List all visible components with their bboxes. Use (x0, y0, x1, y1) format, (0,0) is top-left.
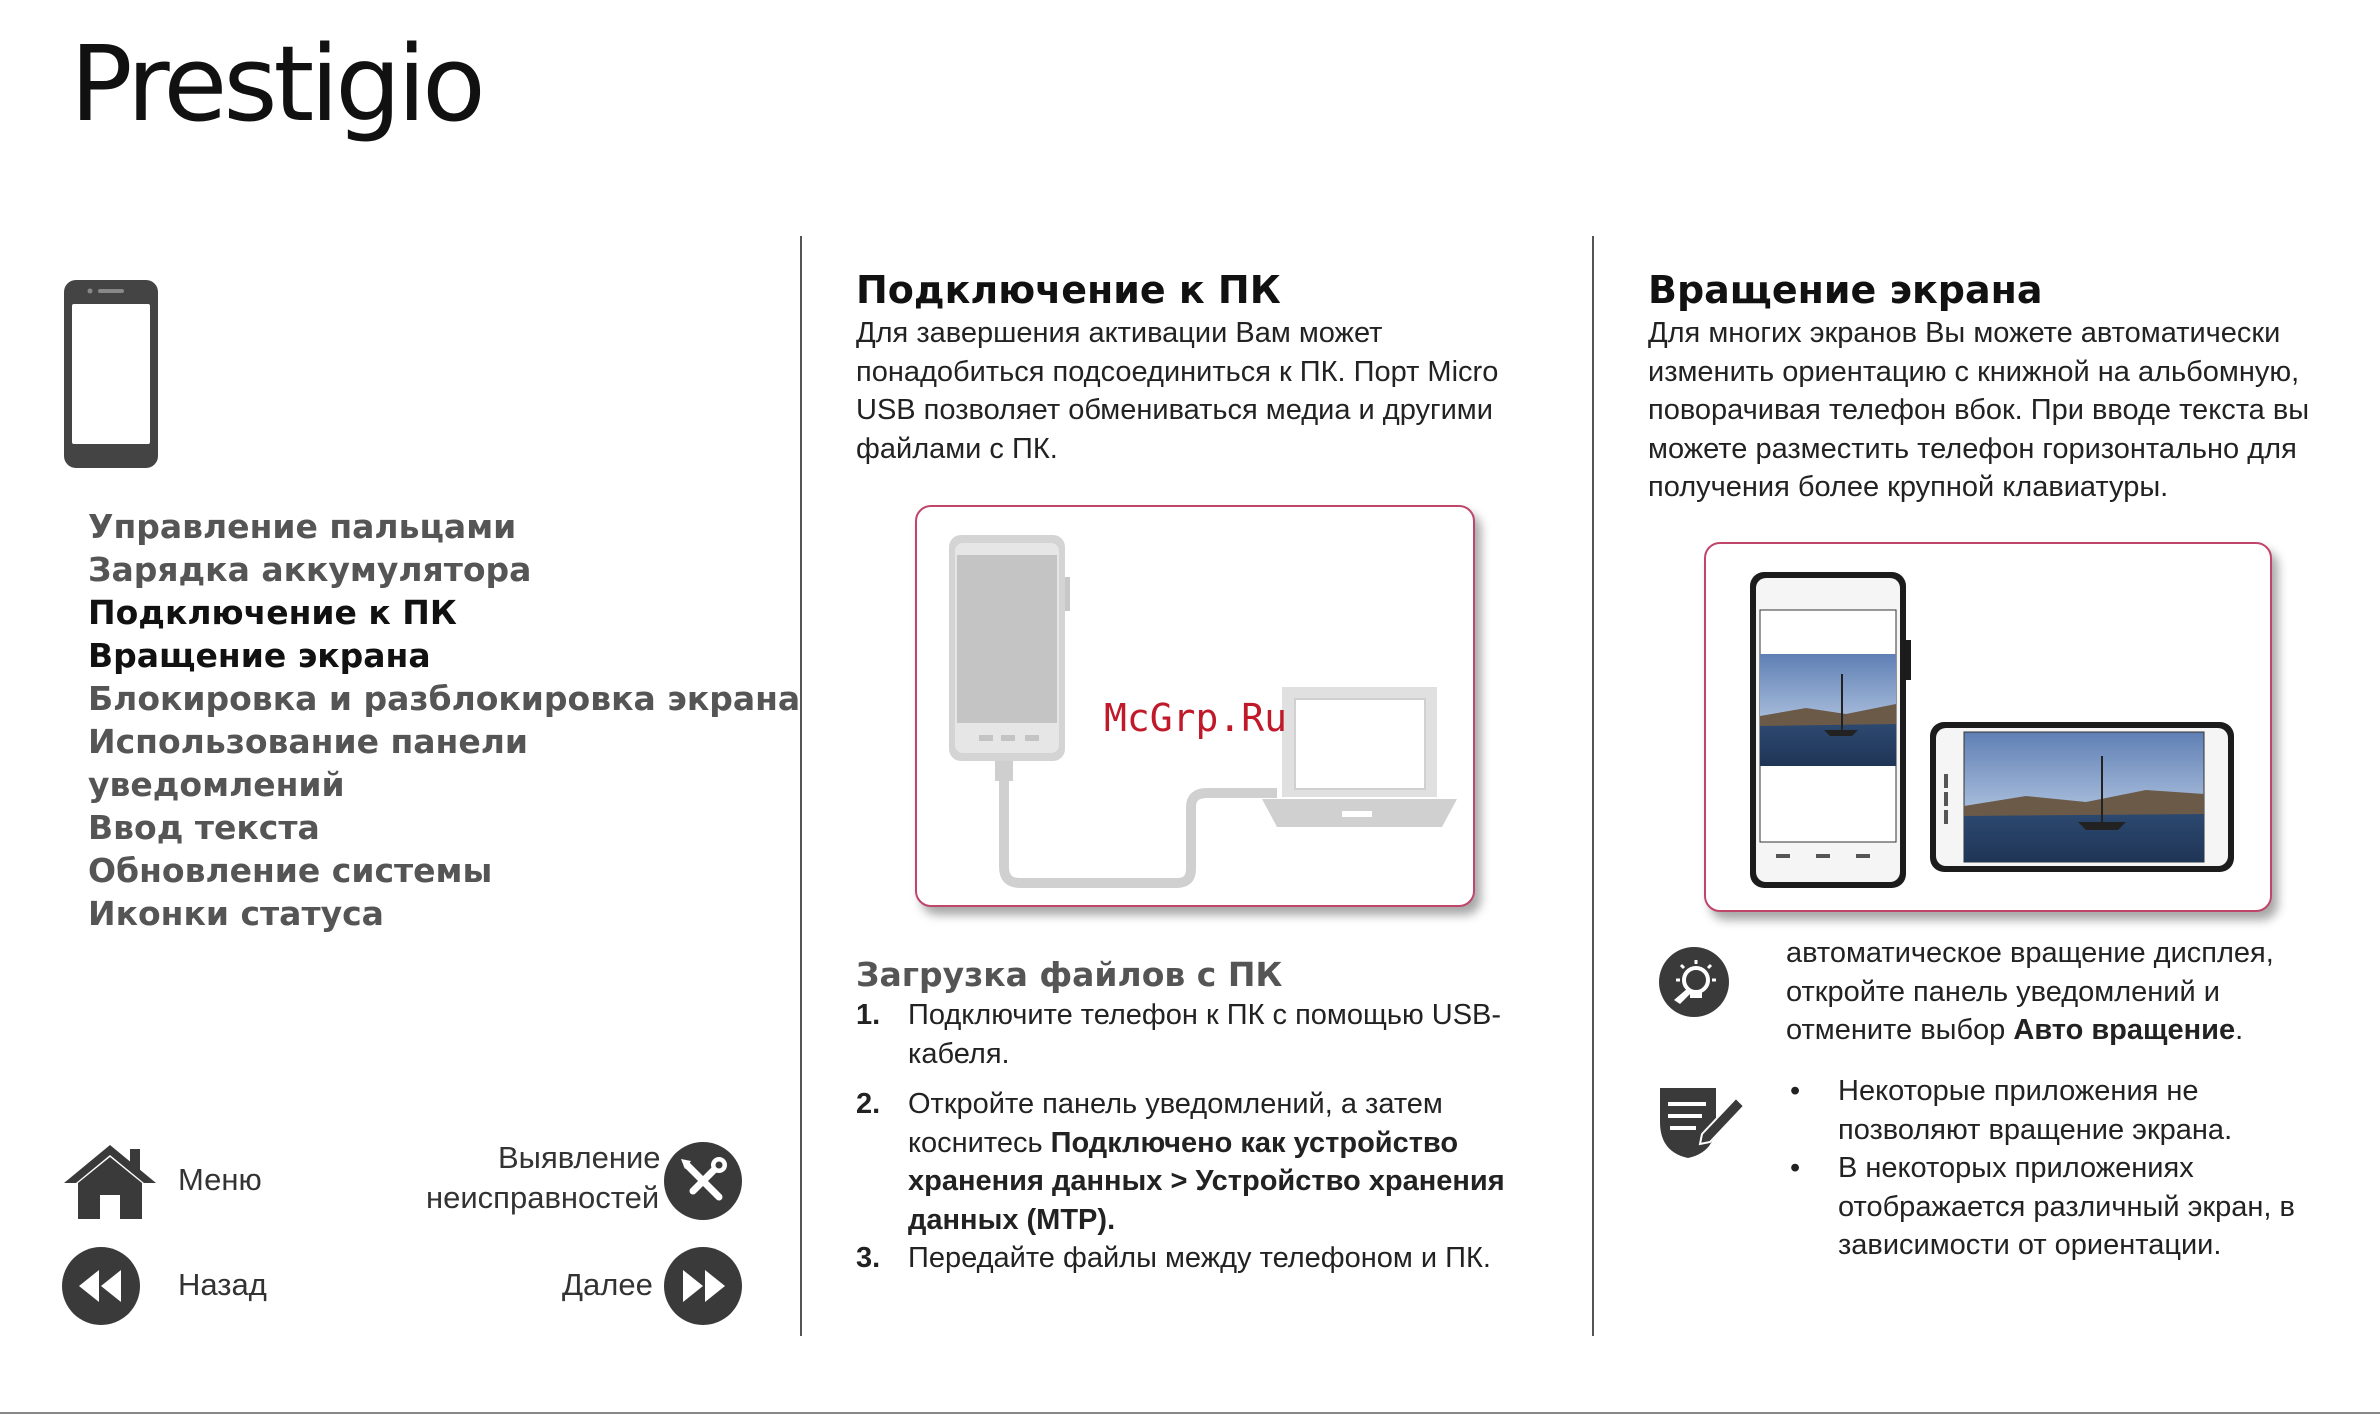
step-number: 3. (856, 1242, 881, 1274)
step-text: Откройте панель уведомлений, а затем (908, 1088, 1443, 1120)
watermark: McGrp.Ru (1104, 696, 1288, 740)
pc-intro (856, 314, 1556, 468)
note-bullet (1786, 1149, 2346, 1265)
step-text: Подключите телефон к ПК с помощью USB- (908, 999, 1502, 1031)
next-label[interactable]: Далее (562, 1267, 653, 1302)
troubleshoot-button[interactable] (664, 1142, 742, 1220)
sidebar-item-pc-connection[interactable]: Подключение к ПК (88, 593, 457, 632)
pc-subtitle: Загрузка файлов с ПК (856, 955, 1283, 994)
phone-icon (62, 278, 160, 475)
column-divider (800, 236, 802, 1336)
step-text: кабеля. (908, 1037, 1010, 1070)
note-pencil-icon (1656, 1082, 1748, 1167)
tip-text: автоматическое вращение дисплея, (1786, 937, 2274, 969)
rotation-tip (1786, 934, 2346, 1050)
pc-intro-line: файлами с ПК. (856, 432, 1058, 465)
prestigio-logo: Prestigio (70, 23, 482, 145)
bullet-dot: • (1790, 1152, 1801, 1184)
next-button[interactable] (664, 1247, 742, 1325)
pc-step-2 (856, 1085, 1556, 1239)
column-divider (1592, 236, 1594, 1336)
lightbulb-icon (1658, 946, 1730, 1023)
sidebar-item-battery-charging[interactable]: Зарядка аккумулятора (88, 550, 532, 589)
rotate-intro-line: Для многих экранов Вы можете автоматически (1648, 317, 2281, 349)
menu-button[interactable] (62, 1143, 158, 1226)
sidebar-toc (88, 505, 800, 935)
troubleshoot-label-line1[interactable]: Выявление (498, 1140, 661, 1175)
sidebar-item-screen-lock[interactable]: Блокировка и разблокировка экрана (88, 679, 801, 718)
step-text: хранения данных > Устройство хранения (908, 1165, 1505, 1197)
pc-section-title: Подключение к ПК (856, 268, 1281, 312)
sidebar-item-system-update[interactable]: Обновление системы (88, 851, 493, 890)
pc-step-3 (856, 1239, 1556, 1278)
sidebar-item-finger-control[interactable]: Управление пальцами (88, 507, 517, 546)
note-text: В некоторых приложениях (1838, 1152, 2194, 1184)
menu-label[interactable]: Меню (178, 1162, 262, 1197)
back-button[interactable] (62, 1247, 140, 1325)
bullet-dot: • (1790, 1075, 1801, 1107)
rotate-intro (1648, 314, 2348, 507)
note-text: Некоторые приложения не (1838, 1075, 2199, 1107)
phone-rotation-illustration (1706, 544, 2270, 910)
back-label[interactable]: Назад (178, 1267, 267, 1302)
rewind-icon (77, 1266, 125, 1306)
rotate-section-title: Вращение экрана (1648, 268, 2043, 312)
step-number: 1. (856, 999, 881, 1031)
note-text: отображается различный экран, в (1838, 1190, 2295, 1223)
step-text: Передайте файлы между телефоном и ПК. (908, 1242, 1491, 1274)
sidebar-item-notification-panel[interactable]: Использование панели (88, 722, 529, 761)
rotate-intro-line: поворачивая телефон вбок. При вводе текста вы (1648, 394, 2310, 426)
pc-intro-line: понадобиться подсоединиться к ПК. Порт Micro (856, 355, 1499, 388)
sidebar-item-notification-panel-cont[interactable]: уведомлений (88, 765, 345, 804)
tools-icon (673, 1151, 733, 1211)
bottom-rule (0, 1412, 2380, 1414)
sidebar-item-status-icons[interactable]: Иконки статуса (88, 894, 384, 933)
step-number: 2. (856, 1088, 881, 1120)
tip-text: откройте панель уведомлений и (1786, 975, 2220, 1008)
forward-icon (679, 1266, 727, 1306)
sidebar-item-text-input[interactable]: Ввод текста (88, 808, 320, 847)
home-icon (62, 1143, 158, 1221)
troubleshoot-label-line2[interactable]: неисправностей (426, 1180, 660, 1215)
rotate-intro-line: можете разместить телефон горизонтально для (1648, 432, 2297, 465)
pc-intro-line: Для завершения активации Вам может (856, 317, 1383, 349)
note-bullet (1786, 1072, 2346, 1149)
note-text: позволяют вращение экрана. (1838, 1113, 2233, 1146)
rotate-intro-line: изменить ориентацию с книжной на альбомную, (1648, 355, 2300, 388)
pc-steps-list (856, 996, 1556, 1278)
pc-intro-line: USB позволяет обмениваться медиа и другими (856, 394, 1493, 426)
rotate-intro-line: получения более крупной клавиатуры. (1648, 471, 2169, 503)
rotation-illustration (1704, 542, 2272, 912)
step-text: коснитесь Подключено как устройство (908, 1126, 1459, 1159)
rotation-notes (1786, 1072, 2346, 1265)
step-text: данных (MTP). (908, 1203, 1116, 1236)
note-text: зависимости от ориентации. (1838, 1229, 2222, 1261)
sidebar-item-screen-rotation[interactable]: Вращение экрана (88, 636, 431, 675)
tip-text: отмените выбор Авто вращение. (1786, 1014, 2244, 1046)
pc-step-1 (856, 996, 1556, 1073)
